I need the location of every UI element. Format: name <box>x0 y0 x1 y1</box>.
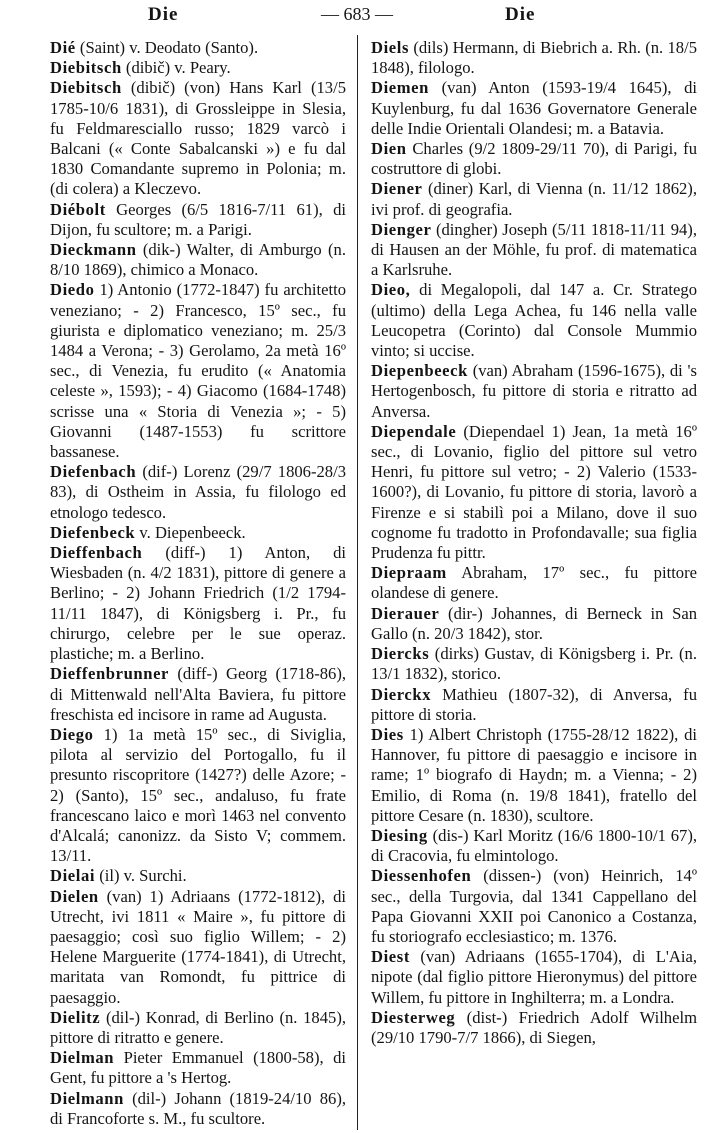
entry-headword: Diébolt <box>50 199 106 219</box>
dictionary-entry <box>371 826 697 866</box>
dictionary-entry <box>371 725 697 826</box>
page-number: — 683 — <box>321 4 393 24</box>
entry-headword: Dielitz <box>50 1007 101 1027</box>
dictionary-entry <box>50 725 346 866</box>
entry-text: Georges (6/5 1816-7/11 61), di Dijon, fu scultore; m. a Parigi. <box>50 199 346 239</box>
header-left-word: Die <box>148 4 179 25</box>
dictionary-entry <box>371 139 697 179</box>
entry-text: (van) Anton (1593-19/4 1645), di Kuylenburg, fu dal 1636 Governatore Generale delle Indie Orientali Olandesi; m. a Batavia. <box>371 78 697 138</box>
header-right-word: Die <box>505 4 536 25</box>
dictionary-entry <box>50 240 346 280</box>
dictionary-entry <box>50 1048 346 1088</box>
entry-headword: Dies <box>371 724 404 744</box>
entry-headword: Diepenbeeck <box>371 361 468 381</box>
entry-headword: Dielmann <box>50 1088 124 1108</box>
dictionary-entry <box>371 422 697 563</box>
dictionary-entry <box>371 280 697 361</box>
entry-headword: Diesterweg <box>371 1007 456 1027</box>
entry-text: Pieter Emmanuel (1800-58), di Gent, fu pittore a 's Hertog. <box>50 1048 346 1088</box>
entry-headword: Dieffenbrunner <box>50 664 170 684</box>
dictionary-entry <box>371 179 697 219</box>
entry-headword: Diercks <box>371 644 430 664</box>
column-divider <box>357 35 358 1130</box>
entry-text: (dibič) (von) Hans Karl (13/5 1785-10/6 1831), di Grossleippe in Slesia, fu Feldmaresciallo russo; 1829 varcò i Balcani (« Conte Sabalcanski ») e fu dal 1830 Comandante supremo in Polonia; m. (di colera) a Kleczevo. <box>50 78 346 199</box>
dictionary-entry <box>50 664 346 725</box>
entry-text: (dils) Hermann, di Biebrich a. Rh. (n. 18/5 1848), filologo. <box>371 38 697 78</box>
entry-headword: Dieffenbach <box>50 543 143 563</box>
left-column <box>50 38 346 1129</box>
entry-headword: Dierckx <box>371 684 432 704</box>
dictionary-entry <box>371 866 697 947</box>
entry-text: (Saint) v. Deodato (Santo). <box>75 38 259 57</box>
entry-headword: Diels <box>371 38 410 57</box>
dictionary-entry <box>50 866 346 886</box>
entry-headword: Dienger <box>371 219 432 239</box>
entry-text: di Megalopoli, dal 147 a. Cr. Stratego (ultimo) della Lega Achea, fu 146 nella valle Leucopetra (Corinto) dal Console Mummio vinto; si uccise. <box>371 280 697 361</box>
entry-headword: Diefenbeck <box>50 522 136 542</box>
entry-text: (dis-) Karl Moritz (16/6 1800-10/1 67), di Cracovia, fu elmintologo. <box>371 825 697 866</box>
entry-headword: Dien <box>371 139 407 159</box>
entry-headword: Diemen <box>371 78 429 98</box>
dictionary-entry <box>371 1008 697 1048</box>
entry-headword: Dieo, <box>371 280 411 300</box>
entry-text: (diner) Karl, di Vienna (n. 11/12 1862), ivi prof. di geografia. <box>371 179 697 219</box>
dictionary-entry <box>50 78 346 199</box>
entry-headword: Diebitsch <box>50 78 122 98</box>
entry-headword: Diebitsch <box>50 58 122 78</box>
entry-headword: Dierauer <box>371 603 440 623</box>
entry-text: (van) 1) Adriaans (1772-1812), di Utrecht, ivi 1811 « Maire », fu pittore di paesaggio; così suo figlio Willem; - 2) Helene Marguerite (1774-1841), di Utrecht, maritata van Romondt, fu pittrice di paesaggio. <box>50 886 346 1007</box>
dictionary-entry <box>371 563 697 603</box>
dictionary-entry <box>371 644 697 684</box>
entry-headword: Diependale <box>371 421 457 441</box>
dictionary-entry <box>50 523 346 543</box>
entry-text: (dissen-) (von) Heinrich, 14º sec., della Turgovia, dal 1341 Cappellano del Papa Giovanni XXII poi Canonico a Costanza, fu storiografo ecclesiastico; m. 1376. <box>371 866 697 946</box>
entry-headword: Diego <box>50 724 94 744</box>
dictionary-entry <box>50 462 346 523</box>
entry-headword: Diefenbach <box>50 462 137 482</box>
dictionary-entry <box>50 200 346 240</box>
entry-headword: Dié <box>50 38 76 57</box>
entry-text: (il) v. Surchi. <box>95 866 187 886</box>
dictionary-entry <box>371 685 697 725</box>
entry-text: (Diependael 1) Jean, 1a metà 16º sec., di Lovanio, figlio del pittore sul vetro Henri, fu pittore sul vetro; - 2) Valerio (1533-1600?), di Lovanio, fu pittore di storia, lavorò a Firenze e si stabilì poi a Milano, dove il suo cognome fu tradotto in Profondavalle; sua figlia Prudenza fu pittr. <box>371 421 697 563</box>
entry-text: (van) Abraham (1596-1675), di 's Hertogenbosch, fu pittore di storia e ritratto ad Anversa. <box>371 361 697 421</box>
entry-text: (diff-) Georg (1718-86), di Mittenwald nell'Alta Baviera, fu pittore freschista ed incisore in rame ad Augusta. <box>50 664 346 724</box>
entry-text: v. Diepenbeeck. <box>135 522 246 542</box>
entry-headword: Dielai <box>50 866 96 886</box>
entry-text: (dik-) Walter, di Amburgo (n. 8/10 1869), chimico a Monaco. <box>50 240 346 280</box>
dictionary-entry <box>371 220 697 281</box>
dictionary-entry <box>50 38 346 58</box>
dictionary-entry <box>371 78 697 139</box>
entry-headword: Diessenhofen <box>371 866 472 886</box>
entry-text: (dil-) Johann (1819-24/10 86), di Francoforte s. M., fu scultore. <box>50 1088 346 1128</box>
entry-headword: Diedo <box>50 280 95 300</box>
dictionary-entry <box>50 1089 346 1129</box>
entry-text: (diff-) 1) Anton, di Wiesbaden (n. 4/2 1831), pittore di genere a Berlino; - 2) Johann Friedrich (1/2 1794-11/11 1847), di Königsberg i. Pr., fu chirurgo, celebre per le sue operaz. plastiche; m. a Berlino. <box>50 543 346 664</box>
entry-text: 1) Antonio (1772-1847) fu architetto veneziano; - 2) Francesco, 15º sec., fu giurista e diplomatico veneziano; m. 25/3 1484 a Verona; - 3) Gerolamo, 2a metà 16º sec., di Venezia, fu erudito (« Anatomia celeste », 1593); - 4) Giacomo (1684-1748) scrisse una « Storia di Venezia »; - 5) Giovanni (1487-1553) fu scrittore bassanese. <box>50 280 346 462</box>
entry-text: (dir-) Johannes, di Berneck in San Gallo (n. 20/3 1842), stor. <box>371 603 697 643</box>
entry-text: 1) 1a metà 15º sec., di Siviglia, pilota al servizio del Portogallo, fu il presunto riscopritore (1427?) delle Azore; - 2) (Santo), 15º sec., andaluso, fu frate francescano laico e morì 1463 nel convento d'Alcalá; canonizz. da Sisto V; commem. 13/11. <box>50 724 346 866</box>
dictionary-entry <box>50 887 346 1008</box>
dictionary-entry <box>371 38 697 78</box>
entry-headword: Diesing <box>371 825 428 845</box>
entry-text: Mathieu (1807-32), di Anversa, fu pittore di storia. <box>371 684 697 724</box>
entry-text: (dingher) Joseph (5/11 1818-11/11 94), di Hausen an der Möhle, fu prof. di matematica a Karlsruhe. <box>371 219 697 280</box>
dictionary-entry <box>371 361 697 422</box>
entry-text: (dibič) v. Peary. <box>121 58 231 78</box>
entry-headword: Dielen <box>50 886 99 906</box>
dictionary-entry <box>50 543 346 664</box>
entry-headword: Diener <box>371 179 423 199</box>
entry-text: (dil-) Konrad, di Berlino (n. 1845), pittore di ritratto e genere. <box>50 1007 346 1047</box>
entry-headword: Dieckmann <box>50 240 137 260</box>
entry-text: (dist-) Friedrich Adolf Wilhelm (29/10 1790-7/7 1866), di Siegen, <box>371 1007 697 1047</box>
entry-text: (van) Adriaans (1655-1704), di L'Aia, nipote (dal figlio pittore Hieronymus) del pittore Willem, fu pittore in Inghilterra; m. a Londra. <box>371 947 697 1007</box>
entry-text: (dif-) Lorenz (29/7 1806-28/3 83), di Ostheim in Assia, fu filologo ed etnologo tedesco. <box>50 462 346 522</box>
dictionary-entry <box>371 604 697 644</box>
entry-text: (dirks) Gustav, di Königsberg i. Pr. (n. 13/1 1832), storico. <box>371 644 697 684</box>
dictionary-entry <box>50 58 346 78</box>
entry-text: Charles (9/2 1809-29/11 70), di Parigi, fu costruttore di globi. <box>371 139 697 179</box>
right-column <box>371 38 697 1048</box>
entry-text: 1) Albert Christoph (1755-28/12 1822), di Hannover, fu pittore di paesaggio e incisore in rame; 1º biografo di Haydn; m. a Vienna; - 2) Emilio, di Roma (n. 19/8 1841), fratello del pittore Cesare (n. 1830), scultore. <box>371 724 697 825</box>
entry-headword: Diepraam <box>371 563 447 583</box>
entry-text: Abraham, 17º sec., fu pittore olandese di genere. <box>371 563 697 603</box>
running-header <box>0 0 718 30</box>
dictionary-entry <box>50 1008 346 1048</box>
dictionary-entry <box>50 280 346 462</box>
entry-headword: Diest <box>371 947 410 967</box>
entry-headword: Dielman <box>50 1048 115 1068</box>
dictionary-entry <box>371 947 697 1008</box>
